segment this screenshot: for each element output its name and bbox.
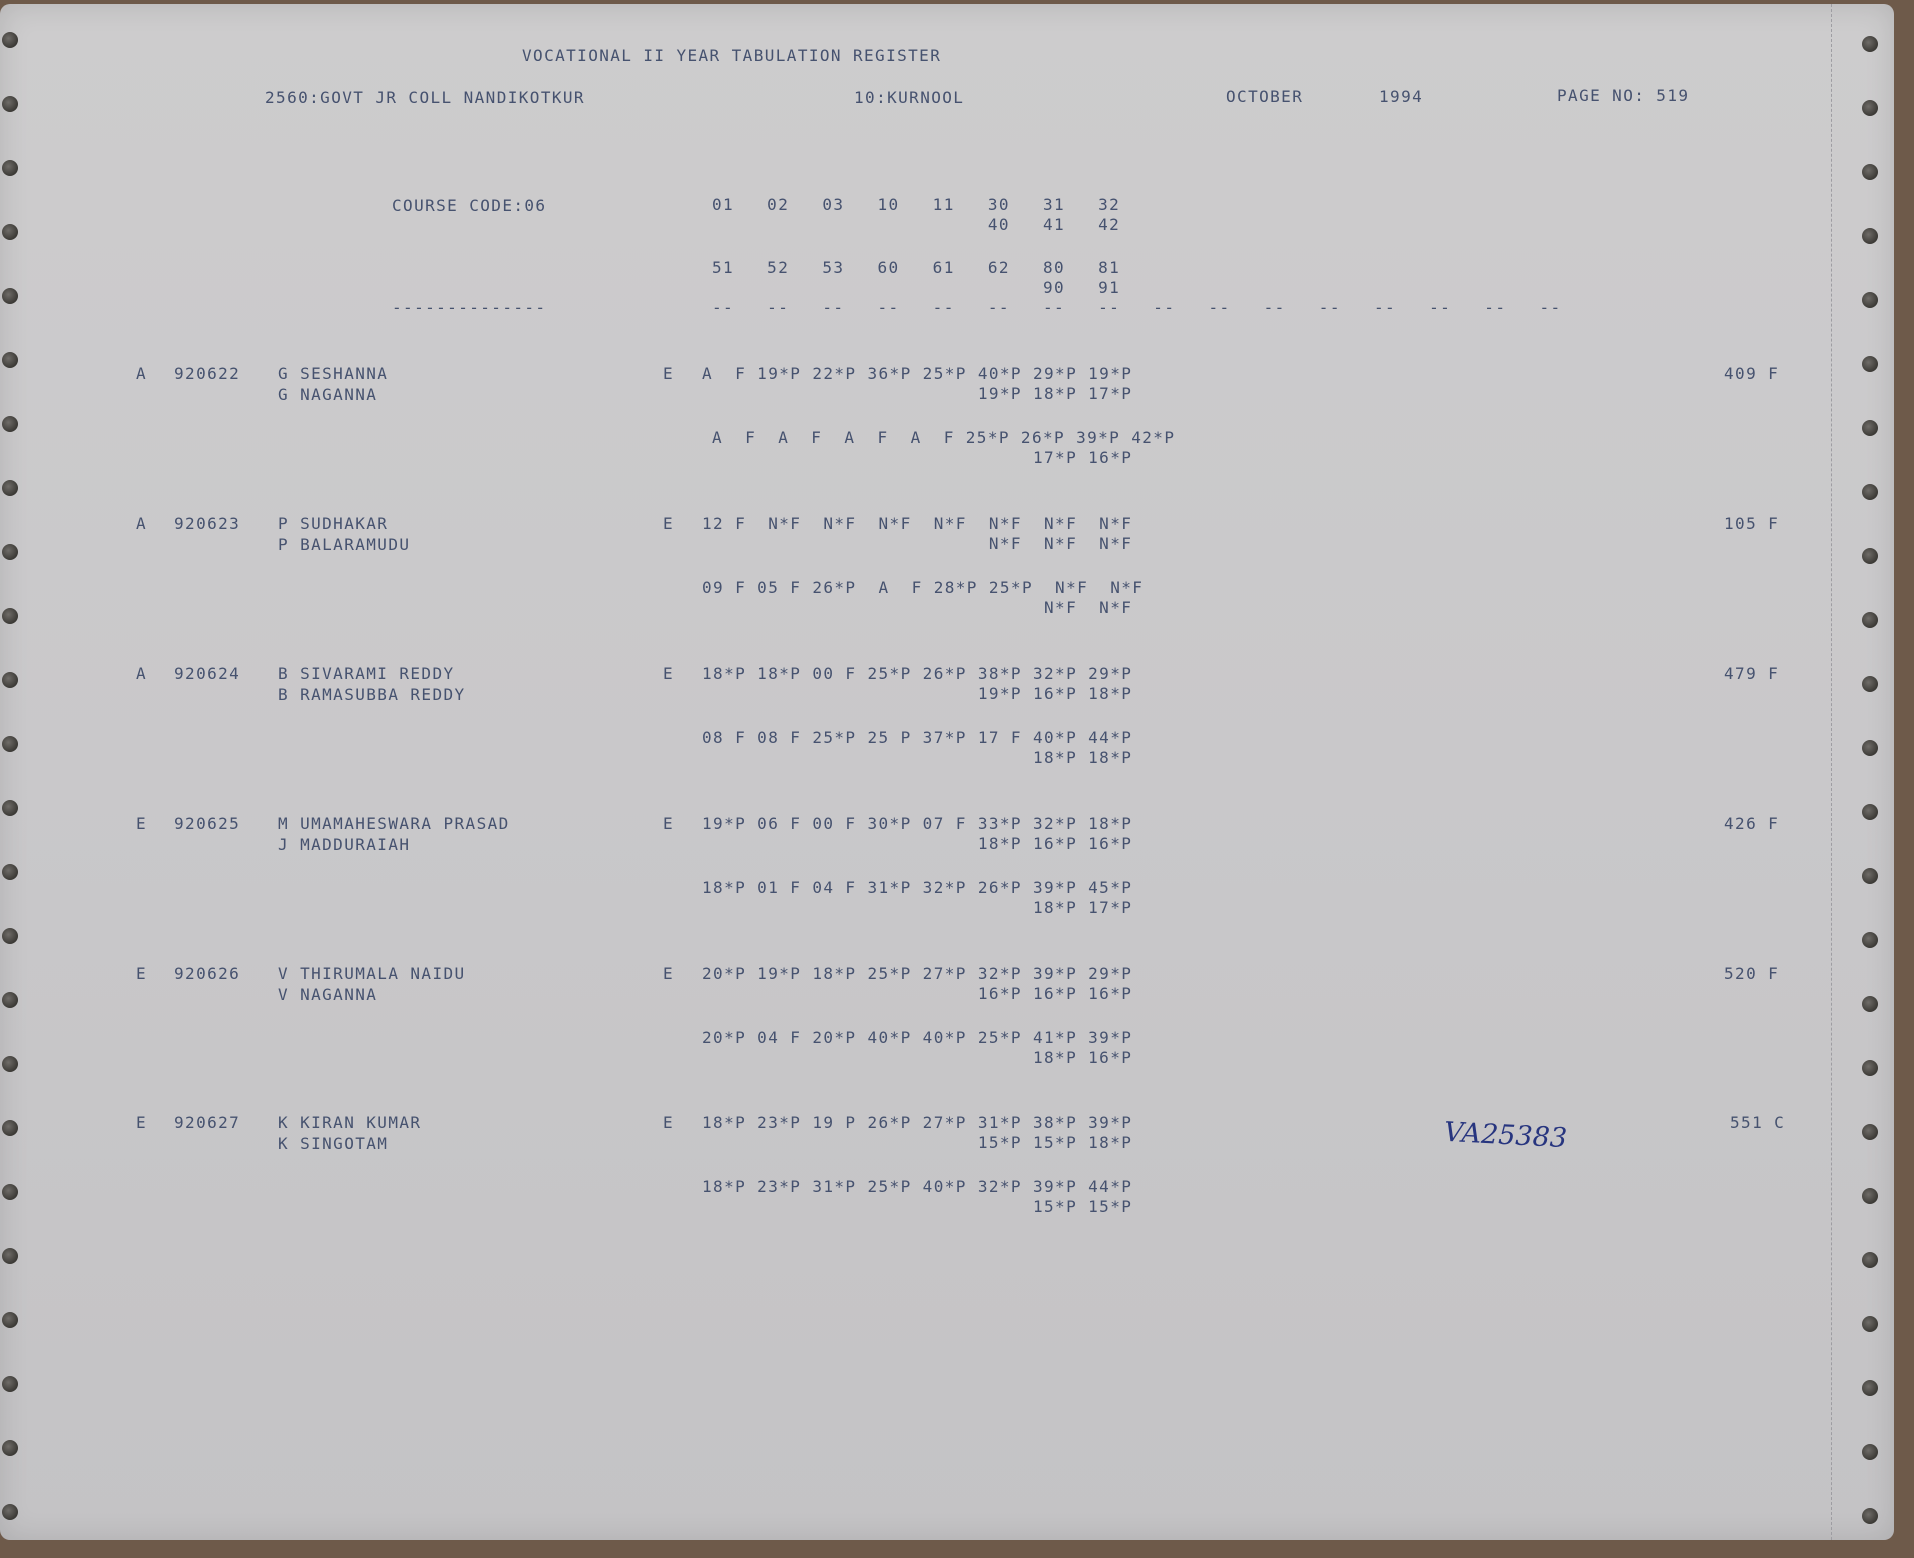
marks-line-3: 18*P 01 F 04 F 31*P 32*P 26*P 39*P 45*P: [702, 878, 1133, 897]
marks-line-3: 09 F 05 F 26*P A F 28*P 25*P N*F N*F: [702, 578, 1144, 597]
student-name: K KIRAN KUMAR: [278, 1113, 422, 1132]
marks-line-1: 20*P 19*P 18*P 25*P 27*P 32*P 39*P 29*P: [702, 964, 1133, 983]
tractor-hole: [1862, 1508, 1878, 1524]
record-regno: 920626: [174, 964, 241, 983]
tractor-hole: [2, 1376, 18, 1392]
record-total: 105 F: [1724, 514, 1780, 533]
record-total: 479 F: [1724, 664, 1780, 683]
tractor-hole: [1862, 100, 1878, 116]
tractor-hole: [1862, 36, 1878, 52]
tractor-hole: [2, 1504, 18, 1520]
record-regno: 920623: [174, 514, 241, 533]
student-record: [0, 814, 1894, 924]
tractor-hole: [1862, 228, 1878, 244]
register-title: VOCATIONAL II YEAR TABULATION REGISTER: [522, 46, 942, 65]
student-record: [0, 364, 1894, 474]
student-record: [0, 514, 1894, 624]
tractor-hole: [2, 928, 18, 944]
record-grade: A: [136, 514, 148, 533]
record-grade: E: [136, 814, 148, 833]
record-total: 426 F: [1724, 814, 1780, 833]
student-name: P SUDHAKAR: [278, 514, 389, 533]
course-code-label: COURSE CODE:06: [392, 196, 547, 215]
tractor-hole: [2, 224, 18, 240]
marks-line-3: 08 F 08 F 25*P 25 P 37*P 17 F 40*P 44*P: [702, 728, 1133, 747]
tractor-hole: [2, 1440, 18, 1456]
parent-name: B RAMASUBBA REDDY: [278, 685, 466, 704]
marks-line-4: 18*P 18*P: [702, 748, 1133, 767]
student-name: G SESHANNA: [278, 364, 389, 383]
subject-codes-row2: 40 41 42: [712, 215, 1121, 234]
marks-line-3: 20*P 04 F 20*P 40*P 40*P 25*P 41*P 39*P: [702, 1028, 1133, 1047]
marks-line-4: 17*P 16*P: [702, 448, 1133, 467]
record-total: 409 F: [1724, 364, 1780, 383]
marks-line-1: 19*P 06 F 00 F 30*P 07 F 33*P 32*P 18*P: [702, 814, 1133, 833]
tractor-hole: [1862, 484, 1878, 500]
subject-codes-row1: 01 02 03 10 11 30 31 32: [712, 195, 1121, 214]
record-medium: E: [663, 1113, 675, 1132]
exam-month: OCTOBER: [1226, 87, 1304, 106]
marks-line-2: 16*P 16*P 16*P: [702, 984, 1133, 1003]
tractor-hole: [1862, 1316, 1878, 1332]
record-regno: 920625: [174, 814, 241, 833]
parent-name: K SINGOTAM: [278, 1134, 389, 1153]
tractor-hole: [1862, 292, 1878, 308]
district-name: 10:KURNOOL: [854, 88, 965, 107]
tractor-hole: [2, 96, 18, 112]
student-record: [0, 664, 1894, 774]
marks-line-4: N*F N*F: [702, 598, 1133, 617]
marks-line-1: 18*P 18*P 00 F 25*P 26*P 38*P 32*P 29*P: [702, 664, 1133, 683]
page-number: PAGE NO: 519: [1557, 86, 1690, 105]
course-code-underline: --------------: [392, 298, 547, 317]
parent-name: J MADDURAIAH: [278, 835, 411, 854]
record-regno: 920624: [174, 664, 241, 683]
marks-line-3: A F A F A F A F 25*P 26*P 39*P 42*P: [712, 428, 1176, 447]
student-record: [0, 1113, 1894, 1223]
record-regno: 920627: [174, 1113, 241, 1132]
tractor-hole: [1862, 164, 1878, 180]
record-medium: E: [663, 664, 675, 683]
student-name: M UMAMAHESWARA PRASAD: [278, 814, 510, 833]
tractor-hole: [1862, 932, 1878, 948]
record-grade: A: [136, 664, 148, 683]
marks-line-1: 18*P 23*P 19 P 26*P 27*P 31*P 38*P 39*P: [702, 1113, 1133, 1132]
marks-line-4: 18*P 17*P: [702, 898, 1133, 917]
tractor-hole: [2, 1312, 18, 1328]
marks-line-3: 18*P 23*P 31*P 25*P 40*P 32*P 39*P 44*P: [702, 1177, 1133, 1196]
record-medium: E: [663, 814, 675, 833]
parent-name: V NAGANNA: [278, 985, 378, 1004]
parent-name: P BALARAMUDU: [278, 535, 411, 554]
marks-line-1: A F 19*P 22*P 36*P 25*P 40*P 29*P 19*P: [702, 364, 1133, 383]
tractor-hole: [1862, 1252, 1878, 1268]
record-medium: E: [663, 364, 675, 383]
tractor-hole: [1862, 1380, 1878, 1396]
record-grade: A: [136, 364, 148, 383]
record-grade: E: [136, 1113, 148, 1132]
record-grade: E: [136, 964, 148, 983]
subject-codes-row3: 51 52 53 60 61 62 80 81: [712, 258, 1121, 277]
parent-name: G NAGANNA: [278, 385, 378, 404]
record-medium: E: [663, 514, 675, 533]
marks-line-2: 15*P 15*P 18*P: [702, 1133, 1133, 1152]
college-name: 2560:GOVT JR COLL NANDIKOTKUR: [265, 88, 585, 107]
marks-line-2: 18*P 16*P 16*P: [702, 834, 1133, 853]
tractor-hole: [2, 160, 18, 176]
student-name: V THIRUMALA NAIDU: [278, 964, 466, 983]
tabulation-sheet: [0, 4, 1894, 1540]
tractor-hole: [2, 288, 18, 304]
record-medium: E: [663, 964, 675, 983]
record-total: 520 F: [1724, 964, 1780, 983]
tractor-hole: [1862, 1444, 1878, 1460]
marks-line-2: 19*P 18*P 17*P: [702, 384, 1133, 403]
exam-year: 1994: [1379, 87, 1424, 106]
tractor-hole: [2, 1248, 18, 1264]
subject-codes-row4: 90 91: [712, 278, 1121, 297]
marks-line-2: N*F N*F N*F: [702, 534, 1133, 553]
column-dashes: -- -- -- -- -- -- -- -- -- -- -- -- -- -- -- --: [712, 298, 1562, 317]
marks-line-1: 12 F N*F N*F N*F N*F N*F N*F N*F: [702, 514, 1133, 533]
student-name: B SIVARAMI REDDY: [278, 664, 455, 683]
marks-line-4: 15*P 15*P: [702, 1197, 1133, 1216]
tractor-hole: [2, 480, 18, 496]
handwritten-annotation: VA25383: [1443, 1116, 1568, 1155]
tractor-hole: [2, 32, 18, 48]
marks-line-4: 18*P 16*P: [702, 1048, 1133, 1067]
student-record: [0, 964, 1894, 1074]
record-regno: 920622: [174, 364, 241, 383]
record-total: 551 C: [1730, 1113, 1786, 1132]
marks-line-2: 19*P 16*P 18*P: [702, 684, 1133, 703]
